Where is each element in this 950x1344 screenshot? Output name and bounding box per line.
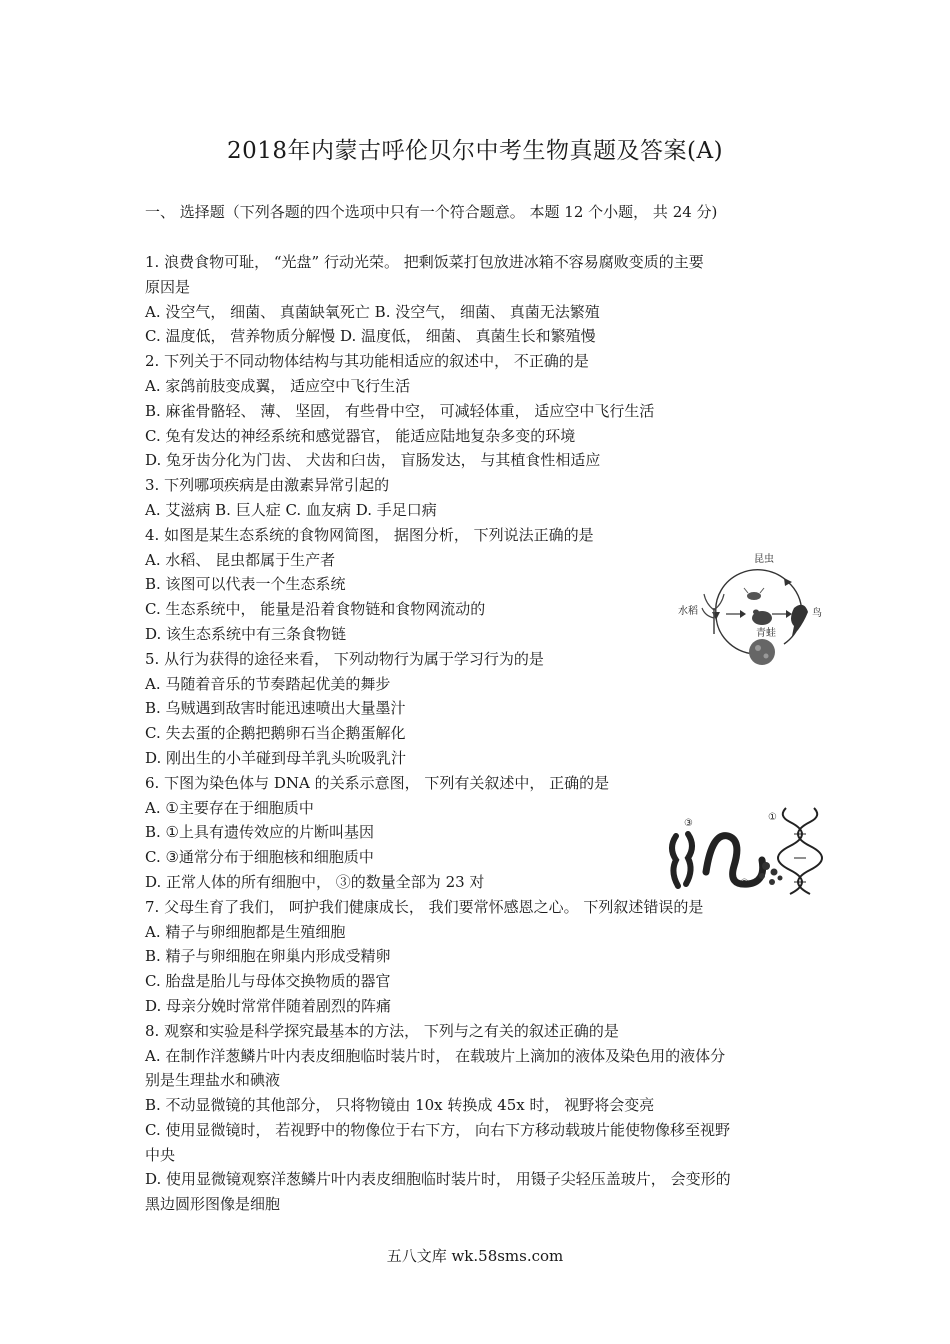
dna-helix-icon	[778, 808, 822, 894]
text-line: B. 乌贼遇到敌害时能迅速喷出大量墨汁	[145, 699, 406, 718]
text-line: D. 刚出生的小羊碰到母羊乳头吮吸乳汁	[145, 748, 407, 767]
footer-watermark: 五八文库 wk.58sms.com	[386, 1247, 564, 1265]
text-line: D. 该生态系统中有三条食物链	[145, 624, 347, 643]
text-line: A. 精子与卵细胞都是生殖细胞	[145, 922, 346, 941]
chromosome-icon	[672, 834, 692, 886]
food-web-figure	[676, 548, 826, 670]
text-line: D. 母亲分娩时常常伴随着剧烈的阵痛	[145, 996, 392, 1015]
text-line: A. 马随着音乐的节奏踏起优美的舞步	[145, 674, 391, 693]
text-line: C. 胎盘是胎儿与母体交换物质的器官	[145, 972, 391, 991]
text-line: C. 失去蛋的企鹅把鹅卵石当企鹅蛋解化	[145, 724, 406, 743]
marker-2: ②	[740, 878, 749, 889]
frog-icon	[752, 610, 772, 626]
text-line: 别是生理盐水和碘液	[145, 1071, 281, 1090]
text-line: 3. 下列哪项疾病是由激素异常引起的	[145, 476, 390, 495]
text-line: 8. 观察和实验是科学探究最基本的方法， 下列与之有关的叙述正确的是	[145, 1021, 619, 1040]
text-line: 5. 从行为获得的途径来看， 下列动物行为属于学习行为的是	[145, 649, 544, 668]
section-heading: 一、 选择题（下列各题的四个选项中只有一个符合题意。 本题 12 个小题， 共 24 分)	[145, 203, 718, 221]
protein-dots-icon	[759, 862, 783, 885]
text-line: A. 在制作洋葱鳞片叶内表皮细胞临时装片时， 在载玻片上滴加的液体及染色用的液体分	[145, 1046, 726, 1065]
text-line: A. 没空气， 细菌、 真菌缺氧死亡 B. 没空气， 细菌、 真菌无法繁殖	[145, 302, 600, 321]
text-line: 1. 浪费食物可耻， “光盘” 行动光荣。 把剩饭菜打包放进冰箱不容易腐败变质的主要	[145, 253, 704, 271]
text-line: B. 该图可以代表一个生态系统	[145, 575, 346, 594]
text-line: 中央	[145, 1145, 176, 1164]
text-line: 2. 下列关于不同动物体结构与其功能相适应的叙述中， 不正确的是	[145, 352, 589, 371]
text-line: D. 正常人体的所有细胞中， ③的数量全部为 23 对	[145, 872, 485, 891]
text-line: C. 生态系统中， 能量是沿着食物链和食物网流动的	[145, 600, 486, 619]
label-rice: 水稻	[678, 606, 698, 617]
decomposer-icon	[749, 639, 775, 665]
text-line: A. ①主要存在于细胞质中	[145, 798, 314, 817]
text-line: 6. 下图为染色体与 DNA 的关系示意图， 下列有关叙述中， 正确的是	[145, 773, 610, 792]
text-line: A. 艾滋病 B. 巨人症 C. 血友病 D. 手足口病	[145, 500, 437, 519]
text-line: D. 使用显微镜观察洋葱鳞片叶内表皮细胞临时装片时， 用镊子尖轻压盖玻片， 会变形的	[145, 1170, 731, 1189]
text-line: C. 兔有发达的神经系统和感觉器官， 能适应陆地复杂多变的环境	[145, 426, 576, 445]
text-line: B. 精子与卵细胞在卵巢内形成受精卵	[145, 947, 391, 966]
chromosome-dna-figure	[662, 806, 826, 898]
text-line: B. 不动显微镜的其他部分， 只将物镜由 10x 转换成 45x 时， 视野将会变亮	[145, 1096, 655, 1115]
insect-icon	[744, 588, 764, 600]
text-line: 7. 父母生育了我们， 呵护我们健康成长， 我们要常怀感恩之心。 下列叙述错误的是	[145, 897, 704, 916]
marker-3: ③	[684, 818, 693, 829]
text-line: C. 使用显微镜时， 若视野中的物像位于右下方， 向右下方移动载玻片能使物像移至视野	[145, 1120, 731, 1139]
label-bird: 鸟	[812, 608, 822, 619]
text-line: 4. 如图是某生态系统的食物网简图， 据图分析， 下列说法正确的是	[145, 525, 594, 544]
label-insect: 昆虫	[754, 554, 774, 565]
text-line: D. 兔牙齿分化为门齿、 犬齿和臼齿， 盲肠发达， 与其植食性相适应	[145, 451, 601, 470]
text-line: C. ③通常分布于细胞核和细胞质中	[145, 848, 374, 867]
marker-1: ①	[768, 812, 777, 823]
text-line: B. ①上具有遗传效应的片断叫基因	[145, 823, 375, 842]
text-line: 黑边圆形图像是细胞	[145, 1195, 281, 1214]
text-line: C. 温度低， 营养物质分解慢 D. 温度低， 细菌、 真菌生长和繁殖慢	[145, 327, 596, 346]
bird-icon	[791, 605, 808, 636]
document-title: 2018年内蒙古呼伦贝尔中考生物真题及答案(A)	[226, 138, 724, 164]
question-body	[145, 250, 810, 1217]
label-frog: 青蛙	[756, 628, 776, 639]
text-line: 原因是	[145, 277, 191, 296]
text-line: B. 麻雀骨骼轻、 薄、 坚固， 有些骨中空， 可减轻体重， 适应空中飞行生活	[145, 401, 655, 420]
text-line: A. 家鸽前肢变成翼， 适应空中飞行生活	[145, 376, 411, 395]
text-line: A. 水稻、 昆虫都属于生产者	[145, 550, 336, 569]
